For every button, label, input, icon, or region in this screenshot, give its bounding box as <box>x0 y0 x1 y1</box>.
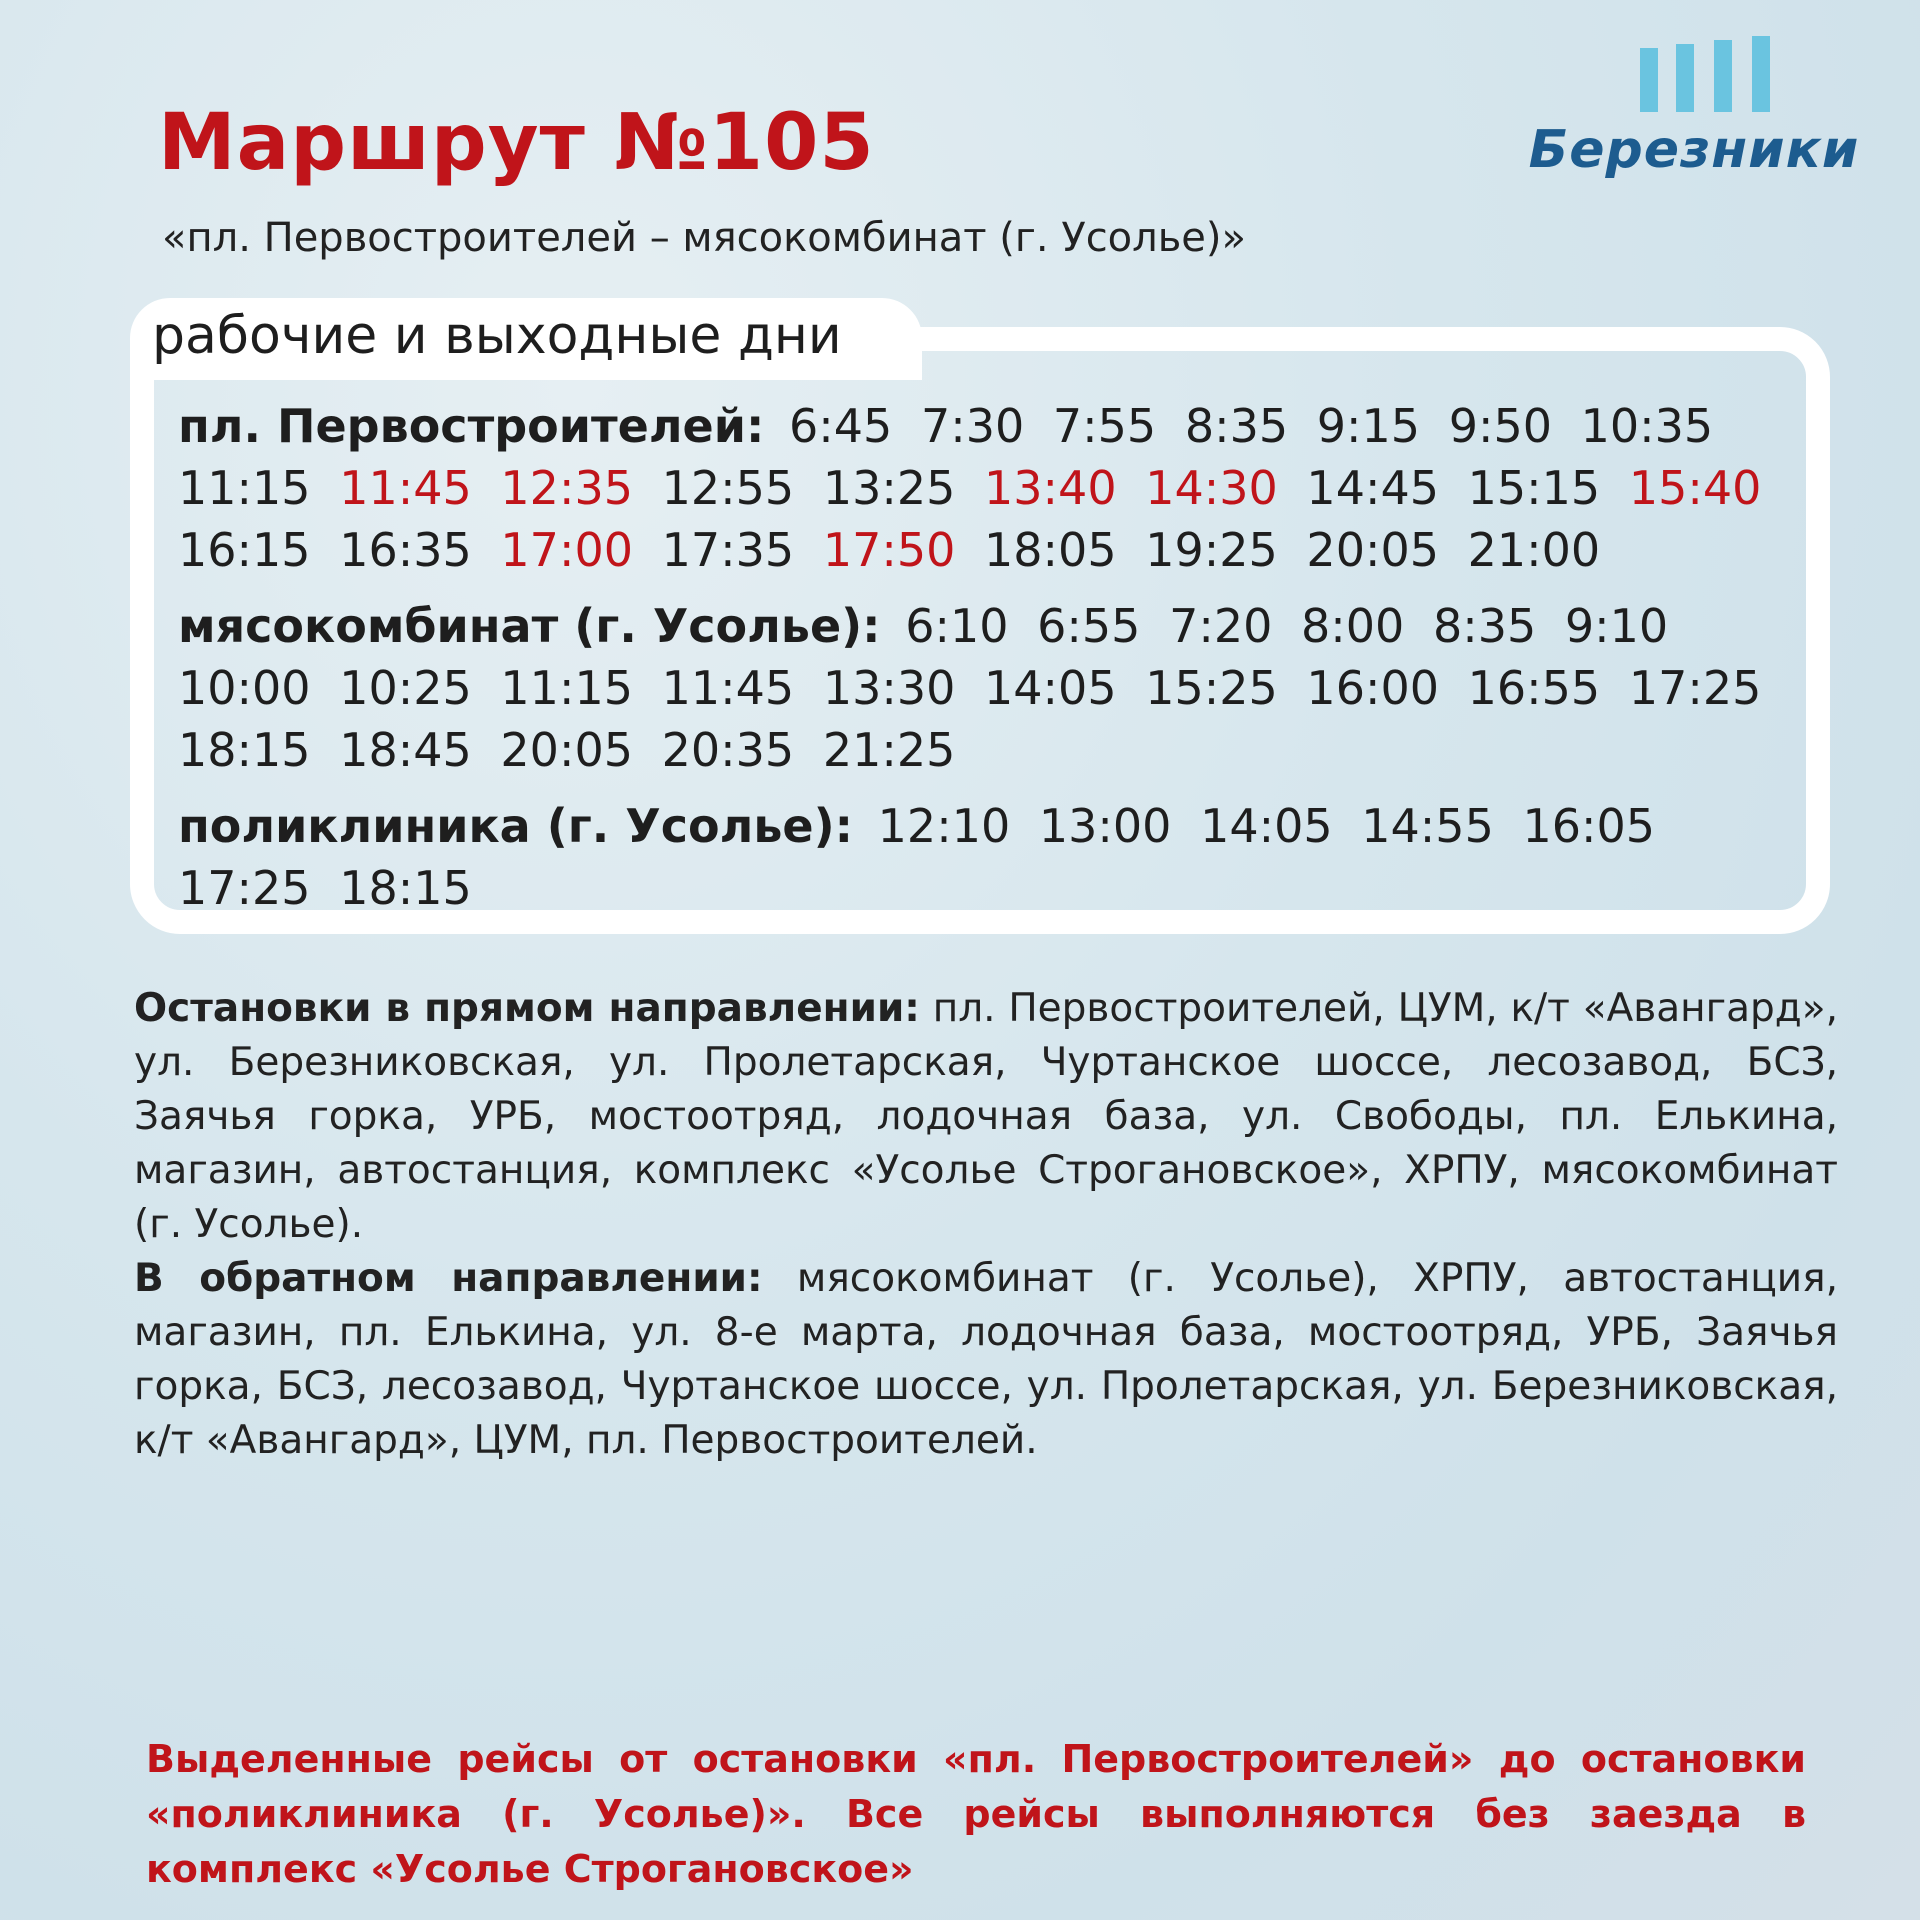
departure-time: 14:55 <box>1361 799 1494 853</box>
departure-time: 15:15 <box>1467 461 1601 515</box>
departure-time: 13:25 <box>822 461 956 515</box>
departure-time: 9:50 <box>1448 399 1552 453</box>
departure-time: 18:45 <box>339 723 472 777</box>
highlighted-departure-time: 14:30 <box>1145 461 1278 515</box>
route-title: Маршрут №105 <box>158 98 875 188</box>
departure-time: 6:45 <box>789 399 893 453</box>
departure-time: 14:05 <box>984 661 1117 715</box>
departure-time: 21:00 <box>1467 523 1601 577</box>
departure-time: 10:25 <box>339 661 472 715</box>
departure-time: 11:45 <box>661 661 795 715</box>
schedule-row <box>178 395 1798 581</box>
departure-time: 17:25 <box>178 861 311 915</box>
departure-time: 9:10 <box>1564 599 1669 653</box>
logo-text: Березники <box>1528 120 1860 180</box>
schedule-row <box>178 595 1798 781</box>
highlighted-departure-time: 15:40 <box>1628 461 1762 515</box>
departure-time: 16:55 <box>1467 661 1601 715</box>
departure-time: 16:15 <box>178 523 311 577</box>
departure-time: 6:10 <box>905 599 1009 653</box>
logo-bars-icon <box>1640 36 1770 112</box>
departure-time: 7:55 <box>1052 399 1157 453</box>
departure-time: 6:55 <box>1037 599 1141 653</box>
departure-time: 11:15 <box>500 661 633 715</box>
highlighted-departure-time: 17:50 <box>822 523 956 577</box>
departure-time: 15:25 <box>1145 661 1278 715</box>
departure-time: 11:15 <box>178 461 311 515</box>
stops-section <box>134 982 1838 1468</box>
forward-stops-list: пл. Первостроителей, ЦУМ, к/т «Авангард», ул. Березниковская, ул. Пролетарская, Чуртанское шоссе, лесозавод, БСЗ, Заячья горка, УРБ, мостоотряд, лодочная база, ул. Свободы, пл. Елькина, магазин, автостанция, комплекс «Усолье Строгановское», ХРПУ, мясокомбинат (г. Усолье). <box>134 986 1838 1247</box>
departure-time: 17:25 <box>1628 661 1762 715</box>
forward-stops-label: Остановки в прямом направлении: <box>134 986 920 1031</box>
reverse-stops-label: В обратном направлении: <box>134 1256 763 1301</box>
city-logo <box>1524 36 1864 186</box>
departure-time: 12:10 <box>877 799 1011 853</box>
stop-name: мясокомбинат (г. Усолье): <box>178 599 881 653</box>
departure-time: 8:35 <box>1432 599 1537 653</box>
footnote: Выделенные рейсы от остановки «пл. Первостроителей» до остановки «поликлиника (г. Усолье)». Все рейсы выполняются без заезда в комплекс «Усолье Строгановское» <box>146 1737 1806 1891</box>
departure-time: 19:25 <box>1145 523 1278 577</box>
departure-time: 13:00 <box>1038 799 1172 853</box>
stop-name: поликлиника (г. Усолье): <box>178 799 854 853</box>
forward-stops <box>134 982 1838 1252</box>
departure-time: 17:35 <box>661 523 795 577</box>
departure-time: 7:20 <box>1169 599 1273 653</box>
departure-time: 20:05 <box>1306 523 1439 577</box>
departure-time: 16:00 <box>1306 661 1439 715</box>
route-subtitle: «пл. Первостроителей – мясокомбинат (г. Усолье)» <box>162 215 1246 261</box>
departure-time: 8:00 <box>1301 599 1405 653</box>
highlighted-departure-time: 17:00 <box>500 523 633 577</box>
highlighted-departure-time: 11:45 <box>339 461 472 515</box>
departure-time: 14:45 <box>1306 461 1439 515</box>
departure-time: 8:35 <box>1184 399 1289 453</box>
departure-time: 9:15 <box>1316 399 1421 453</box>
departure-time: 18:15 <box>178 723 311 777</box>
reverse-stops <box>134 1252 1838 1468</box>
departure-time: 18:05 <box>984 523 1117 577</box>
departure-time: 13:30 <box>822 661 956 715</box>
departure-time: 16:35 <box>339 523 472 577</box>
departure-time: 20:35 <box>661 723 795 777</box>
departure-time: 21:25 <box>822 723 956 777</box>
departure-time: 16:05 <box>1522 799 1656 853</box>
schedule-tab-label: рабочие и выходные дни <box>152 306 842 366</box>
reverse-stops-list: мясокомбинат (г. Усолье), ХРПУ, автостанция, магазин, пл. Елькина, ул. 8-е марта, лодочная база, мостоотряд, УРБ, Заячья горка, БСЗ, лесозавод, Чуртанское шоссе, ул. Пролетарская, ул. Березниковская, к/т «Авангард», ЦУМ, пл. Первостроителей. <box>134 1256 1838 1463</box>
highlighted-departure-time: 12:35 <box>500 461 633 515</box>
highlighted-departure-time: 13:40 <box>984 461 1117 515</box>
departure-time: 14:05 <box>1200 799 1333 853</box>
schedule-times <box>178 395 1798 933</box>
departure-time: 10:35 <box>1580 399 1714 453</box>
schedule-row <box>178 795 1798 919</box>
departure-time: 18:15 <box>339 861 472 915</box>
departure-time: 7:30 <box>920 399 1025 453</box>
stop-name: пл. Первостроителей: <box>178 399 765 453</box>
departure-time: 12:55 <box>661 461 795 515</box>
departure-time: 20:05 <box>500 723 633 777</box>
departure-time: 10:00 <box>178 661 311 715</box>
